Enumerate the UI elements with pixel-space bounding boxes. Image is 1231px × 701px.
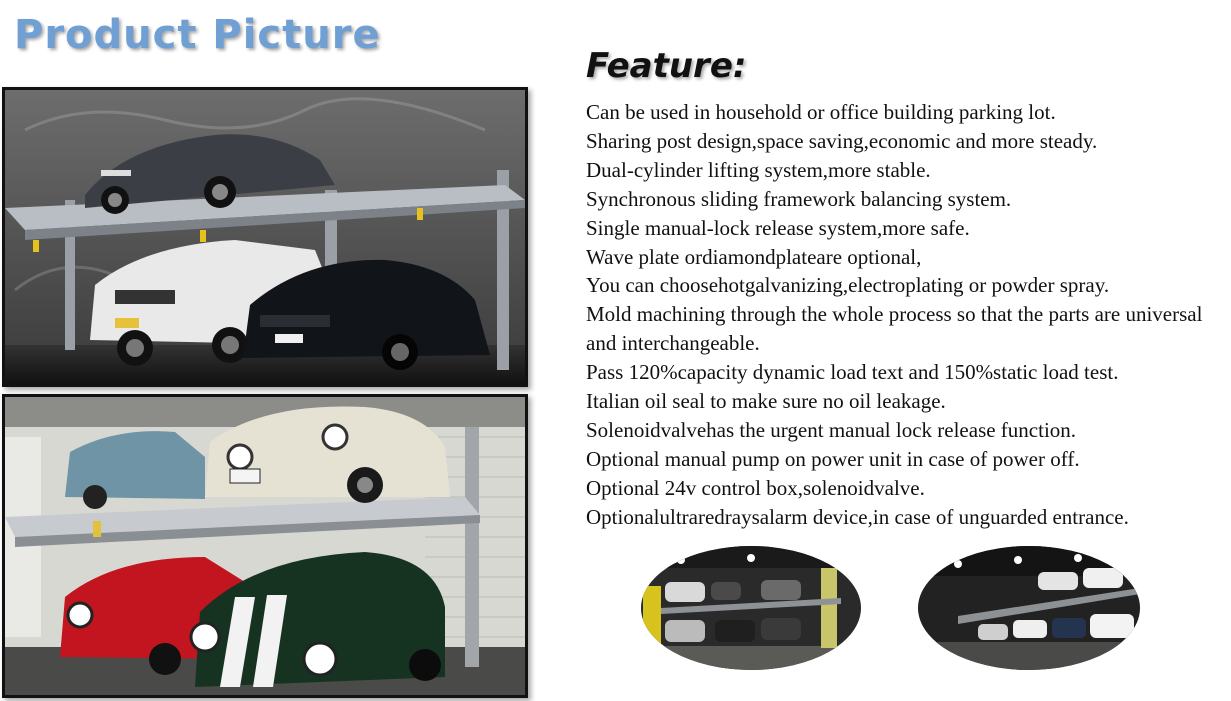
feature-item: Can be used in household or office building parking lot. — [586, 100, 1056, 124]
feature-item: Italian oil seal to make sure no oil leakage. — [586, 389, 946, 414]
feature-item: You can choosehotgalvanizing,electroplating or powder spray. — [586, 273, 1110, 298]
feature-item: Synchronous sliding framework balancing system. — [586, 186, 1012, 211]
oval-photo-parking-garage-yellow-column — [641, 546, 861, 670]
feature-item: Dual-cylinder lifting system,more stable. — [586, 157, 931, 182]
feature-item: Single manual-lock release system,more safe. — [586, 215, 970, 240]
page-title: Product Picture — [14, 12, 381, 58]
feature-list — [586, 98, 1226, 532]
feature-item: Mold machining through the whole process so that the parts are universal and interchangeable. — [586, 302, 1203, 356]
feature-item: Sharing post design,space saving,economic and more steady. — [586, 128, 1098, 153]
feature-item: Optional 24v control box,solenoidvalve. — [586, 475, 925, 500]
feature-item: Solenoidvalvehas the urgent manual lock release function. — [586, 417, 1077, 442]
feature-item: Optional manual pump on power unit in case of power off. — [586, 446, 1080, 471]
feature-item: Optionalultraredraysalarm device,in case of unguarded entrance. — [586, 504, 1129, 529]
product-photo-mini-cooper-lift — [2, 394, 528, 698]
feature-item: Pass 120%capacity dynamic load text and 150%static load test. — [586, 360, 1119, 385]
feature-heading: Feature: — [586, 46, 747, 86]
feature-item: Wave plate ordiamondplateare optional, — [586, 244, 922, 269]
product-photo-ford-mustang-lift — [2, 87, 528, 387]
oval-photo-parking-garage-row — [918, 546, 1140, 670]
